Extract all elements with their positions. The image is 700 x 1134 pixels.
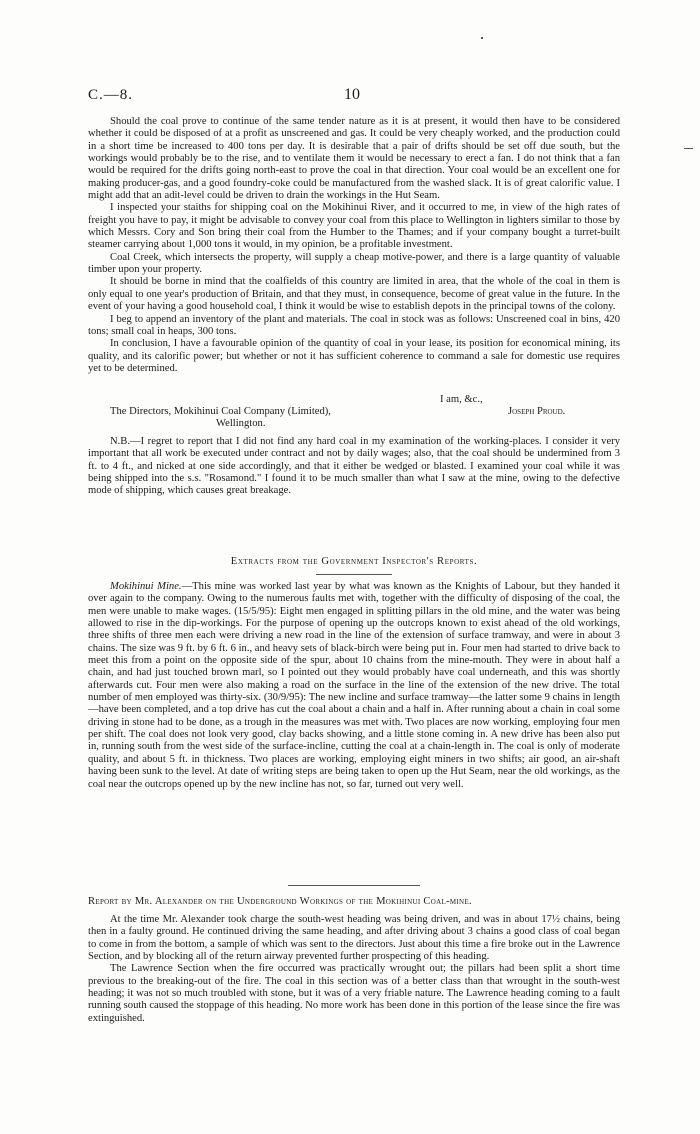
addressee-line-1: The Directors, Mokihinui Coal Company (Limited), (110, 406, 331, 417)
letter-paragraph-2: I inspected your staiths for shipping coal on the Mokihinui River, and it occurred to me, in view of the high rates of freight you have to pay, it might be advisable to convey your coal from this place to Wellington in lighters similar to those by which Messrs. Cory and Son bring their coal from the Humber to the Thames; and if your company bought a turret-built steamer carrying about 1,000 tons it would, in my opinion, be a profitable investment. (88, 202, 620, 251)
letter-paragraph-6: In conclusion, I have a favourable opinion of the quantity of coal in your lease, its position for economical mining, its quality, and its calorific power; but whether or not it has sufficient coherence to command a sale for domestic use requires yet to be determined. (88, 338, 620, 374)
extracts-rule (316, 574, 392, 575)
letter-paragraph-1: Should the coal prove to continue of the same tender nature as it is at present, it would then have to be considered whether it could be disposed of at a profit as unscreened and gas. It could be very cheaply worked, and the production could in a short time be increased to 400 tons per day. It is desirable that a pair of drifts should be set off due south, but the workings would probably be to the rise, and to ventilate them it would be necessary to erect a fan. I do not think that a fan would be required for the drifts going north-east to prove the coal in that direction. Your coal would be an excellent one for making producer-gas, and a good foundry-coke could be manufactured from the washed slack. It is of great calorific value. I might add that an adit-level could be driven to drain the workings in the Hut Seam. (88, 116, 620, 202)
nb-paragraph: N.B.—I regret to report that I did not find any hard coal in my examination of the working-places. I consider it very important that all work be executed under contract and not by daily wages; also, that the coal should be undermined from 3 ft. to 4 ft., and nicked at one side accordingly, and that it either be wedged or blasted. I examined your coal while it was being shipped into the s.s. "Rosamond." I found it to be much smaller than what I saw at the mine, owing to the defective mode of shipping, which causes great breakage. (88, 436, 620, 497)
page-number: 10 (344, 86, 360, 103)
section-rule (288, 885, 420, 886)
letter-signature-block (88, 394, 620, 432)
nb-note (88, 436, 620, 498)
extracts-heading: Extracts from the Government Inspector's Reports. (230, 556, 478, 567)
extracts-text: —This mine was worked last year by what was known as the Knights of Labour, but they handed it over again to the company. Owing to the numerous faults met with, together with the difficulty of disposing of the coal, the men were unable to make wages. (15/5/95): Eight men engaged in splitting pillars in the old mine, and the water was being allowed to rise in the dip-workings. For the purpose of opening up the outcrops known to exist ahead of the old workings, three shifts of three men each were driving a new road in the line of the extension of surface tramway, and were in about 3 chains. The size was 9 ft. by 6 ft. 6 in., and heavy sets of black-birch were being put in. Four men had started to drive back to meet this from a point on the opposite side of the spur, about 10 chains from the mine-mouth. They were in about half a chain, and had just touched brown marl, so I pointed out they would probably have coal underneath, and this was shortly afterwards cut. Four men were also making a road on the surface in the line of the extension of the new drive. The total number of men employed was thirty-six. (30/9/95): The new incline and surface tramway—the latter some 9 chains in length—have been completed, and a top drive has cut the coal about a chain and a half in. After running about a chain in coal some driving in stone had to be done, as a trough in the measures was met with. Two places are now working, employing four men per shift. The coal does not look very good, clay backs showing, and a little stone coming in. A new drive has been also put in, running south from the west side of the surface-incline, cutting the coal at a chain-length in. The coal is only of moderate quality, and about 5 ft. in thickness. Two places are working, employing eight miners in two shifts; air good, an air-shaft having been sunk to the level. At date of writing steps are being taken to open up the Hut Seam, near the old workings, as the coal near the outcrops opened up by the new incline has not, so far, turned out very well. (88, 581, 621, 790)
letter-paragraph-4: It should be borne in mind that the coalfields of this country are limited in area, that the whole of the coal in them is only equal to one year's production of Britain, and that they must, in consequence, become of great value in the future. In the event of your having a good household coal, I think it would be wise to establish depots in the principal towns of the colony. (88, 276, 620, 313)
speck-mark (481, 37, 483, 39)
mine-name: Mokihinui Mine. (110, 581, 182, 592)
letter-paragraph-5: I beg to append an inventory of the plant and materials. The coal in stock was as follows: Unscreened coal in bins, 420 tons; small coal in heaps, 300 tons. (88, 313, 620, 337)
addressee-line-2: Wellington. (216, 418, 266, 429)
closing: I am, &c., (440, 394, 483, 405)
report-body (88, 914, 620, 1025)
report-paragraph-1: At the time Mr. Alexander took charge the south-west heading was being driven, and was in about 17½ chains, being then in a faulty ground. He continued driving the same heading, and after driving about 3 chains a good class of coal began to come in from the bottom, a sample of which was sent to the directors. Just about this time a fire broke out in the Lawrence Section, and by blocking all of the return airway prevented further prospecting of this heading. (88, 914, 620, 963)
signature: Joseph Proud. (508, 406, 566, 417)
report-paragraph-2: The Lawrence Section when the fire occurred was practically wrought out; the pillars had been split a short time previous to the breaking-out of the fire. The coal in this section was of a better class than that wrought in the south-west heading; it was not so much troubled with stone, but it was of a very friable nature. The Lawrence heading coming to a fault running south caused the stoppage of this heading. No more work has been done in this portion of the lease since the fire was extinguished. (88, 963, 620, 1024)
letter-body (88, 116, 620, 375)
extracts-body (88, 581, 620, 791)
document-reference: C.—8. (88, 87, 134, 103)
margin-mark (684, 148, 693, 149)
extracts-paragraph (88, 581, 620, 791)
letter-paragraph-3: Coal Creek, which intersects the property, will supply a cheap motive-power, and there is a large quantity of valuable timber upon your property. (88, 251, 620, 276)
report-heading: Report by Mr. Alexander on the Underground Workings of the Mokihinui Coal-mine. (88, 896, 472, 907)
